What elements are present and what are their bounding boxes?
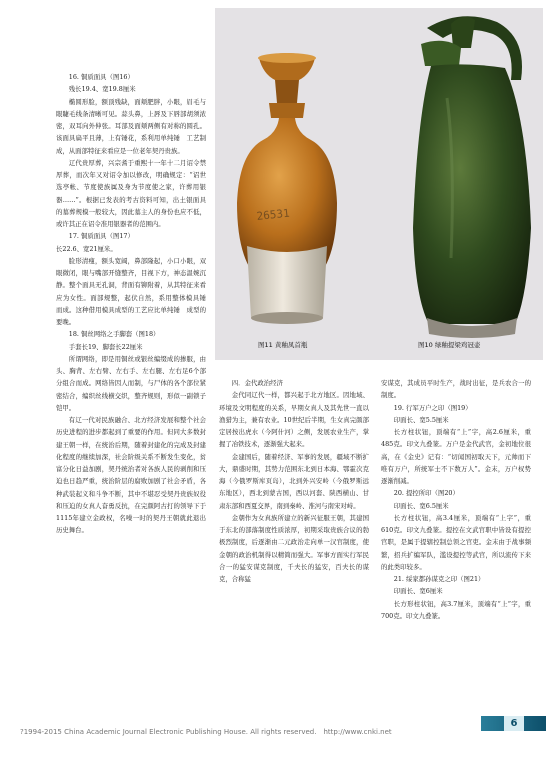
right-text-column	[381, 377, 531, 622]
jin-origins-paragraph: 金代同辽代一样，都兴起于北方地区。因地域、环境及文明程度的关系，早期女真人及其先世一直以渔猎为主，兼有农业。10世纪后半期，生女真完颜部定居按出虎水（今阿什河）之侧，发展农业生产，掌握了冶铁技术，逐渐强大起来。	[219, 391, 369, 449]
left-text-column	[56, 71, 213, 537]
item-17-description: 脸形清瘦，额头宽阔，鼻部隆起，小口小眼，双眼微闭，眼与嘴部开缝整齐，目视下方，神态温婉沉静。整个面具无孔洞，背面有铆附着，从其特征来看应为女性。面部规整，起伏自然，系用整体模具锤 而成。这种借用模具成型的工艺应比单纯锤 成型的要晚。	[56, 256, 213, 326]
item-19-dimensions: 印面长、宽5.5厘米	[393, 415, 449, 424]
item-21-description: 长方形柱状钮，高3.7厘米，顶端有“上”字，重700克。印文九叠篆。	[381, 599, 531, 620]
burial-regulation-paragraph: 辽代贵厚葬，兴宗耆于重熙十一年十二月诏令禁厚葬，而次年又对诏令加以修改，明确规定：“诏世选亭帐、节度使族属及身为节度使之家，许葬用银器……”。根据已发表的考古资料可知，出土银面具的墓葬规模一般较大，因此墓主人的身份也应不低，或许其正在诏令准用银器者的范围内。	[56, 158, 206, 228]
figure-11-caption: 图11 黄釉凤首瓶	[258, 341, 308, 349]
item-16-heading: 16. 铜质面具（图16）	[68, 73, 134, 81]
item-19-description: 长方柱状钮，顶端有“上”字，高2.6厘米，重485克。印文九叠篆。万户是金代武官，金初地位很高，在《金史》记有：“切闻国初取天下，元帅而下唯有万户，所统军士不下数万人”。金末，万户权势逐渐削减。	[381, 428, 531, 485]
item-21-dimensions: 印面长、宽6厘米	[393, 587, 443, 596]
item-18-heading: 18. 铜丝网络之手脚套（图18）	[68, 330, 160, 339]
vase-number-mark: 26531	[255, 206, 291, 223]
item-21-heading: 21. 绥家都孙谋克之印（图21）	[393, 575, 485, 583]
vases-image	[215, 8, 543, 360]
item-18-description: 所谓网络，即是用铜丝或银丝编缀成的掺服，由头、胸背、左右臂、左右手、左右腿、左右足6个部分组合而成。网络皆因人而制，与尸体的各个部位紧密结合，编织丝线横交织，整齐规则，形似一副锁子铠甲。	[56, 354, 206, 412]
jin-institutions-paragraph: 金朝作为女真族所建立的新兴征服王朝，其建国于东北的部落制度性质浓厚，初期采取贵族合议的勃极烈制度，后逐渐由二元政治走向单一汉官制度，使金朝的政治机制得以精简而强大。军事方面实行军民合一的猛安谋克制度，千夫长的猛安，百夫长的谋克，合称猛	[219, 513, 369, 583]
figure-10-caption: 图10 绿釉提梁鸡冠壶	[418, 341, 481, 349]
section-4-heading: 四．金代政治经济	[231, 379, 283, 387]
item-20-heading: 20. 提控所印（图20）	[393, 489, 459, 498]
item-16-dimensions: 残长19.4、宽19.8厘米	[68, 85, 136, 94]
item-17-heading: 17. 铜质面具（图17）	[68, 232, 134, 241]
item-20-description: 长方柱状钮，高3.4厘米，顶端有“上字”，重610克。印文九叠篆。提控在文武官职中皆设有提控官职，是属于提辖控制总领之官吏。金末由于战事频繁，招兵扩编军队，滥设提控等武官，所以流传下来的此类印较多。	[381, 513, 531, 571]
artifact-photograph	[215, 8, 543, 360]
continued-paragraph: 安谋克，其成员平时生产，战时出征，是兵农合一的制度。	[381, 379, 531, 400]
liao-history-paragraph: 有辽一代对民族融合、北方经济发展和整个社会历史进程的进步都起到了重要的作用。但同大多数封建王朝一样，在统治后期，随着封建化的完成及封建化程度的继续加深，社会阶级关系不断发生变化，贫富分化日益加剧，契丹统治者对各族人民的剥削和压迫也日趋严重，统治阶层的腐败加剧了社会矛盾，各种武装起义和斗争不断，其中不堪忍受契丹贵族奴役和压迫的女真人奋勇反抗，在完颜阿古打的领导下于1115年建立金政权，名噪一时的契丹王朝就此退出历史舞台。	[56, 416, 206, 535]
item-20-dimensions: 印面长、宽6.5厘米	[393, 501, 449, 510]
copyright-footer: ?1994-2015 China Academic Journal Electronic Publishing House. All rights reserved. http://www.cnki.net	[20, 728, 392, 736]
item-19-heading: 19. 行军万户之印（图19）	[393, 403, 472, 412]
item-16-description: 椭圆形脸，额顶残缺，面颊肥胖，小眼，眉毛与眼睫毛线条清晰可见。蒜头鼻，上唇及下唇部胡须浓密，双耳向外伸张。耳部及面颊两侧有对称的圆孔。该面具扁平且薄，上有锤花，系利用单纯锤 工艺制成，从面部特征来看应是一位老年契丹贵族。	[56, 97, 206, 155]
item-18-dimensions: 手套长19、脚套长22厘米	[68, 342, 143, 351]
jin-territory-paragraph: 金建国后，随着经济、军事的发展，疆域不断扩大，鼎盛时期，其势力范围东北到日本海、鄂霍次克海（今俄罗斯库页岛），北到外兴安岭（今俄罗斯远东地区），西北到蒙古国，西以河套、陕西横山、甘肃东部和西夏交界，南到秦岭、淮河与南宋对峙。	[219, 452, 369, 510]
middle-text-column	[219, 377, 369, 585]
page-number: 6	[504, 716, 524, 731]
item-17-dimensions: 长22.6、宽21厘米。	[56, 244, 117, 253]
